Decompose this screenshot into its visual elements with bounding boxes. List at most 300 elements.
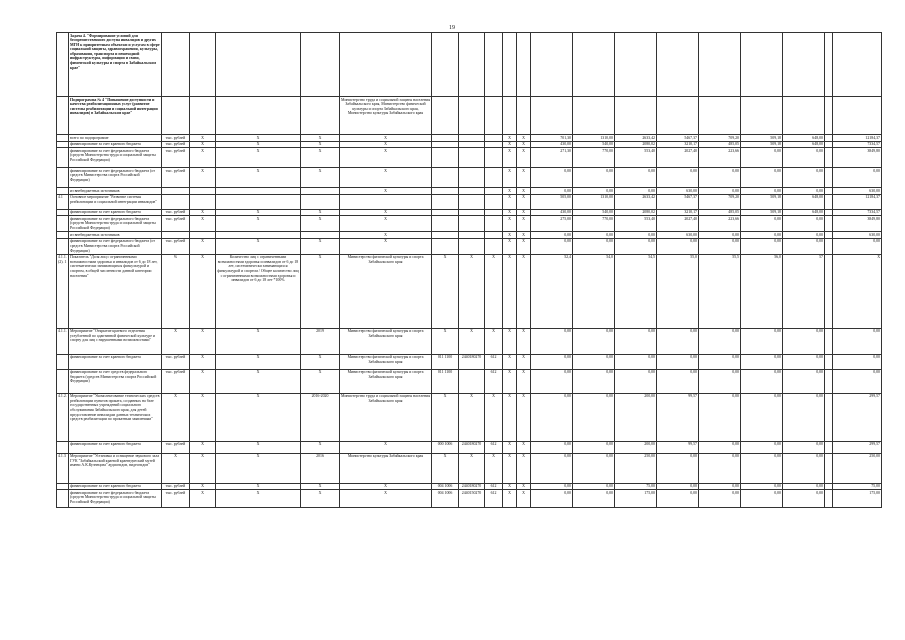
table-cell: 2440180270 <box>459 483 485 490</box>
table-cell: 3849,80 <box>833 216 882 232</box>
table-cell: Х <box>340 483 432 490</box>
table-cell <box>517 97 531 135</box>
table-cell <box>432 238 459 254</box>
table-cell: 0,00 <box>741 453 783 483</box>
table-cell: 0,00 <box>615 168 657 188</box>
table-cell <box>57 369 69 393</box>
table-cell: 55,5 <box>699 254 741 328</box>
table-cell: 0,00 <box>615 232 657 239</box>
table-cell: Х <box>517 354 531 369</box>
table-cell <box>340 194 432 209</box>
table-cell: 0,00 <box>573 393 615 441</box>
table-cell: 0,00 <box>699 490 741 508</box>
table-cell: тыс. рублей <box>162 490 190 508</box>
table-cell: Х <box>503 232 517 239</box>
table-cell: Х <box>503 148 517 168</box>
table-cell <box>57 188 69 195</box>
table-cell: 0,00 <box>783 238 825 254</box>
table-cell: 0,00 <box>783 328 825 354</box>
table-cell: тыс. рублей <box>162 141 190 148</box>
table-cell: Х <box>301 483 340 490</box>
table-cell <box>485 141 503 148</box>
table-cell: Х <box>503 238 517 254</box>
table-row <box>57 188 882 195</box>
table-cell <box>825 453 833 483</box>
table-cell <box>615 33 657 97</box>
table-cell: Х <box>503 135 517 142</box>
program-table <box>56 32 882 508</box>
table-cell: 3210,17 <box>657 209 699 216</box>
table-cell: Х <box>216 209 301 216</box>
table-cell <box>432 33 459 97</box>
table-cell: 12184,37 <box>833 135 882 142</box>
table-cell <box>825 393 833 441</box>
table-cell: 0,00 <box>741 328 783 354</box>
table-cell: 0,00 <box>657 490 699 508</box>
table-cell: 0,00 <box>573 490 615 508</box>
table-cell: 612 <box>485 441 503 453</box>
table-cell: 223,66 <box>699 148 741 168</box>
table-cell: 0,00 <box>783 188 825 195</box>
table-cell: Министерство физической культуры и спорта Забайкальского края <box>340 369 432 393</box>
table-cell: Х <box>190 168 216 188</box>
table-cell: Х <box>503 441 517 453</box>
table-row <box>57 216 882 232</box>
table-cell: Х <box>340 188 432 195</box>
table-cell: 4.1.2. <box>57 393 69 441</box>
table-cell <box>432 168 459 188</box>
table-cell: Х <box>503 168 517 188</box>
table-cell: 648,00 <box>783 141 825 148</box>
table-cell: 648,00 <box>783 209 825 216</box>
table-cell <box>162 97 190 135</box>
table-cell <box>57 209 69 216</box>
table-cell: 7334,57 <box>833 209 882 216</box>
table-cell: Х <box>216 490 301 508</box>
table-cell: 0,00 <box>699 369 741 393</box>
table-cell: Х <box>190 483 216 490</box>
table-cell <box>459 238 485 254</box>
table-row <box>57 393 882 441</box>
table-cell: Х <box>517 483 531 490</box>
table-cell <box>485 168 503 188</box>
table-cell: 485,05 <box>699 209 741 216</box>
table-cell <box>485 33 503 97</box>
table-cell: 0,00 <box>699 483 741 490</box>
table-cell: Мероприятие "Установка и оснащение звукового зала ГУК "Забайкальский краевой краеведческий музей имени А.К.Кузнецова" аудиогидов, видеогидов" <box>69 453 162 483</box>
table-cell <box>190 232 216 239</box>
table-row <box>57 354 882 369</box>
table-cell: Х <box>340 135 432 142</box>
table-cell: 0,00 <box>741 354 783 369</box>
table-cell: Х <box>216 141 301 148</box>
table-cell <box>833 97 882 135</box>
table-cell <box>825 188 833 195</box>
table-cell: Министерство физической культуры и спорта Забайкальского края <box>340 328 432 354</box>
table-cell: 0,00 <box>531 453 573 483</box>
table-cell: 0,00 <box>531 232 573 239</box>
table-cell: 0,00 <box>531 490 573 508</box>
table-cell: 0,00 <box>699 354 741 369</box>
table-cell <box>503 33 517 97</box>
table-cell: Х <box>190 254 216 328</box>
table-cell: Х <box>190 216 216 232</box>
page-number: 19 <box>449 25 455 31</box>
table-cell: 540,00 <box>573 209 615 216</box>
table-cell: 250,00 <box>833 453 882 483</box>
table-cell <box>825 328 833 354</box>
table-cell: Х <box>216 393 301 441</box>
table-cell <box>432 194 459 209</box>
table-cell: 175,00 <box>833 490 882 508</box>
table-cell: 54,0 <box>573 254 615 328</box>
table-cell <box>301 194 340 209</box>
table-cell: финансирование за счет средств федерального бюджета (средств Министерства спорта Российской Федерации) <box>69 369 162 393</box>
table-cell: 0,00 <box>657 168 699 188</box>
table-cell <box>432 232 459 239</box>
table-cell: Х <box>432 254 459 328</box>
table-row <box>57 209 882 216</box>
table-cell <box>459 232 485 239</box>
table-cell: 000 1006 <box>432 441 459 453</box>
table-cell: 612 <box>485 490 503 508</box>
table-cell: 250,00 <box>615 453 657 483</box>
table-cell: 0,00 <box>783 168 825 188</box>
table-cell: 509,18 <box>741 194 783 209</box>
table-cell: 12184,37 <box>833 194 882 209</box>
table-cell: 0,00 <box>699 328 741 354</box>
table-cell: 0,00 <box>741 232 783 239</box>
table-row <box>57 490 882 508</box>
table-cell <box>459 141 485 148</box>
table-cell: 0,00 <box>783 453 825 483</box>
table-cell: 7334,57 <box>833 141 882 148</box>
table-cell <box>485 194 503 209</box>
table-cell: Х <box>459 453 485 483</box>
table-cell <box>57 238 69 254</box>
table-row <box>57 238 882 254</box>
table-cell: 175,00 <box>615 490 657 508</box>
table-cell: Х <box>459 328 485 354</box>
table-cell: 0,00 <box>741 238 783 254</box>
table-cell <box>833 33 882 97</box>
table-cell <box>825 254 833 328</box>
table-cell: Основное мероприятие "Развитие системы реабилитации и социальной интеграции инвалидов" <box>69 194 162 209</box>
table-cell: 2633,42 <box>615 135 657 142</box>
table-cell: Х <box>190 135 216 142</box>
table-cell: Х <box>517 369 531 393</box>
table-cell: 0,00 <box>783 369 825 393</box>
table-cell: Х <box>517 216 531 232</box>
table-cell: Х <box>517 232 531 239</box>
table-cell: тыс. рублей <box>162 441 190 453</box>
table-cell: Х <box>190 354 216 369</box>
table-cell: 0,00 <box>699 232 741 239</box>
table-cell: Х <box>301 254 340 328</box>
table-cell <box>825 148 833 168</box>
table-cell: 0,00 <box>741 188 783 195</box>
table-cell: Задача 4. "Формирование условий для беспрепятственного доступа инвалидов и других МГН к приоритетным объектам и услугам в сфере социальной защиты, здравоохранения, культуры, образования, транспорта и пешеходной инфраструктуры, информации и связи, физической культуры и спорта в Забайкальском крае" <box>69 33 162 97</box>
table-cell: Х <box>517 135 531 142</box>
table-cell: 430,00 <box>531 209 573 216</box>
table-cell <box>531 33 573 97</box>
table-cell: 0,00 <box>531 328 573 354</box>
table-row <box>57 97 882 135</box>
table-row <box>57 194 882 209</box>
table-cell <box>162 188 190 195</box>
table-cell: Х <box>301 490 340 508</box>
table-cell: Х <box>190 141 216 148</box>
table-cell: 0,00 <box>833 328 882 354</box>
table-cell: 54,5 <box>615 254 657 328</box>
table-cell <box>825 238 833 254</box>
table-cell: 612 <box>485 369 503 393</box>
table-cell: 0,00 <box>783 354 825 369</box>
table-cell: 509,18 <box>741 209 783 216</box>
table-cell: Х <box>301 441 340 453</box>
table-cell: 612 <box>485 483 503 490</box>
table-cell: Х <box>517 194 531 209</box>
table-cell <box>783 97 825 135</box>
table-cell: тыс. рублей <box>162 483 190 490</box>
table-cell: Х <box>517 188 531 195</box>
table-cell <box>459 168 485 188</box>
table-cell <box>301 232 340 239</box>
table-cell <box>190 97 216 135</box>
table-cell: Х <box>340 168 432 188</box>
table-cell: Х <box>517 168 531 188</box>
table-cell <box>57 354 69 369</box>
table-cell: тыс. рублей <box>162 135 190 142</box>
table-cell: Х <box>517 441 531 453</box>
table-cell <box>459 369 485 393</box>
table-cell: 52,4 <box>531 254 573 328</box>
table-cell: финансирование за счет краевого бюджета <box>69 354 162 369</box>
table-cell <box>699 97 741 135</box>
table-row <box>57 168 882 188</box>
table-cell: Х <box>340 232 432 239</box>
table-cell: 0,00 <box>615 328 657 354</box>
table-cell: Х <box>301 238 340 254</box>
table-cell: 0,00 <box>657 483 699 490</box>
table-cell: 1310,00 <box>573 194 615 209</box>
table-row <box>57 33 882 97</box>
table-cell: 630,00 <box>657 232 699 239</box>
table-cell: Х <box>503 254 517 328</box>
table-cell <box>162 194 190 209</box>
table-cell <box>459 33 485 97</box>
table-row <box>57 141 882 148</box>
table-cell: Х <box>190 209 216 216</box>
table-row <box>57 232 882 239</box>
table-cell: 0,00 <box>657 369 699 393</box>
table-cell: 0,00 <box>573 483 615 490</box>
table-cell <box>573 33 615 97</box>
table-cell: 223,66 <box>699 216 741 232</box>
table-cell: Х <box>216 238 301 254</box>
table-cell <box>432 148 459 168</box>
table-cell: Х <box>517 148 531 168</box>
table-cell: 2440180270 <box>459 354 485 369</box>
table-cell: Х <box>432 393 459 441</box>
table-cell: Х <box>190 328 216 354</box>
table-row <box>57 148 882 168</box>
table-cell: финансирование за счет краевого бюджета <box>69 141 162 148</box>
table-cell <box>57 168 69 188</box>
table-cell <box>825 483 833 490</box>
table-cell: Министерство физической культуры и спорта Забайкальского края <box>340 354 432 369</box>
table-cell: 0,00 <box>573 238 615 254</box>
table-cell: Х <box>503 216 517 232</box>
table-cell: 0,00 <box>783 441 825 453</box>
table-cell <box>57 483 69 490</box>
table-cell: тыс. рублей <box>162 168 190 188</box>
table-cell: 4.1.1. (2). 1 <box>57 254 69 328</box>
table-cell: тыс. рублей <box>162 216 190 232</box>
table-cell: 3849,80 <box>833 148 882 168</box>
table-cell <box>459 97 485 135</box>
table-cell: из внебюджетных источников <box>69 188 162 195</box>
table-cell: Мероприятие "Укомплектование технических средств реабилитации пунктов проката, созданных на базе государственных учреждений социального обслуживания Забайкальского края, для детей предоставление инвалидам данных технических средств реабилитации по прокатным заявлениям" <box>69 393 162 441</box>
table-cell <box>825 194 833 209</box>
table-cell: Министерство труда и социальной защиты населения Забайкальского края <box>340 393 432 441</box>
table-cell <box>741 97 783 135</box>
table-cell: 0,00 <box>531 441 573 453</box>
table-cell: Х <box>162 393 190 441</box>
table-cell: из внебюджетных источников <box>69 232 162 239</box>
table-cell: Подпрограмма № 4 "Повышение доступности и качества реабилитационных услуг (развитие системы реабилитации и социальной интеграции инвалидов) в Забайкальском крае" <box>69 97 162 135</box>
table-cell <box>57 33 69 97</box>
table-cell <box>657 33 699 97</box>
table-cell: Х <box>216 328 301 354</box>
table-cell <box>57 135 69 142</box>
table-cell: Х <box>340 216 432 232</box>
table-cell: 2440180270 <box>459 441 485 453</box>
table-cell <box>301 97 340 135</box>
table-cell: Х <box>503 483 517 490</box>
table-row <box>57 483 882 490</box>
table-cell <box>190 33 216 97</box>
table-cell: финансирование за счет краевого бюджета <box>69 209 162 216</box>
table-cell: 509,18 <box>741 141 783 148</box>
table-cell <box>485 216 503 232</box>
table-cell: 0,00 <box>741 216 783 232</box>
table-cell: Х <box>301 354 340 369</box>
table-cell: Х <box>216 354 301 369</box>
table-cell: 99,57 <box>657 441 699 453</box>
table-cell: финансирование за счет краевого бюджета <box>69 441 162 453</box>
table-cell: финансирование за счет краевого бюджета <box>69 483 162 490</box>
table-cell: 0,00 <box>531 168 573 188</box>
table-cell: финансирование за счет федерального бюджета (от средств Министерства спорта Российской Федерации) <box>69 238 162 254</box>
table-cell <box>825 209 833 216</box>
table-cell: финансирование за счет федерального бюджета (от средств Министерства спорта Российской Федерации) <box>69 168 162 188</box>
table-cell: Х <box>340 141 432 148</box>
table-cell: 505,00 <box>531 194 573 209</box>
table-cell: Х <box>301 216 340 232</box>
table-cell <box>216 232 301 239</box>
table-cell <box>517 33 531 97</box>
table-cell: 57 <box>783 254 825 328</box>
table-cell <box>190 188 216 195</box>
table-cell: Х <box>190 490 216 508</box>
table-cell <box>485 188 503 195</box>
table-cell: 56,0 <box>741 254 783 328</box>
table-cell: Х <box>503 393 517 441</box>
table-cell: 0,00 <box>699 188 741 195</box>
table-row <box>57 369 882 393</box>
table-cell: Х <box>190 441 216 453</box>
table-cell: Х <box>162 328 190 354</box>
table-cell <box>825 141 833 148</box>
table-cell: Х <box>190 238 216 254</box>
table-cell <box>432 216 459 232</box>
table-cell: 553,40 <box>615 148 657 168</box>
table-cell: тыс. рублей <box>162 354 190 369</box>
table-cell <box>459 135 485 142</box>
table-cell: Х <box>517 490 531 508</box>
table-cell: Х <box>162 453 190 483</box>
table-cell: Х <box>301 141 340 148</box>
table-cell: 0,00 <box>699 393 741 441</box>
table-cell <box>825 441 833 453</box>
table-cell <box>485 135 503 142</box>
table-cell: Х <box>216 216 301 232</box>
table-cell: 2080,02 <box>615 209 657 216</box>
table-cell: 701,30 <box>531 135 573 142</box>
table-cell: 648,00 <box>783 135 825 142</box>
table-cell <box>615 97 657 135</box>
table-cell: Х <box>340 148 432 168</box>
table-cell: 0,00 <box>573 232 615 239</box>
table-cell: 0,00 <box>573 328 615 354</box>
table-cell: 612 <box>485 354 503 369</box>
table-cell: 75,00 <box>615 483 657 490</box>
table-cell: Х <box>485 254 503 328</box>
table-cell: 0,00 <box>741 490 783 508</box>
table-cell: 5467,37 <box>657 135 699 142</box>
table-cell: Х <box>190 148 216 168</box>
table-cell: 0,00 <box>783 393 825 441</box>
table-cell: 55,0 <box>657 254 699 328</box>
table-cell: Х <box>340 441 432 453</box>
table-cell: Х <box>485 453 503 483</box>
table-cell: 299,57 <box>833 441 882 453</box>
table-cell: Х <box>190 393 216 441</box>
table-cell: 770,00 <box>573 216 615 232</box>
table-cell: Мероприятие "Открытие краевого отделения углубленной по адаптивной физической культуре и спорту для лиц с нарушенными возможностями" <box>69 328 162 354</box>
table-cell: Х <box>432 453 459 483</box>
table-cell: 0,00 <box>615 238 657 254</box>
table-cell: 0,00 <box>741 393 783 441</box>
table-cell: 0,00 <box>783 490 825 508</box>
table-cell: Х <box>190 453 216 483</box>
table-cell: финансирование за счет федерального бюджета (средств Министерства труда и социальной защиты Российской Федерации) <box>69 216 162 232</box>
table-cell: 0,00 <box>573 354 615 369</box>
table-cell: 0,00 <box>833 354 882 369</box>
table-cell: 0,00 <box>531 369 573 393</box>
table-cell <box>459 194 485 209</box>
table-cell: 4.1.3 <box>57 453 69 483</box>
table-cell <box>657 97 699 135</box>
table-cell: 0,00 <box>741 168 783 188</box>
table-cell: Х <box>517 393 531 441</box>
table-cell: 0,00 <box>657 354 699 369</box>
table-cell: 0,00 <box>783 148 825 168</box>
table-cell <box>216 194 301 209</box>
table-cell <box>825 168 833 188</box>
table-cell <box>485 238 503 254</box>
